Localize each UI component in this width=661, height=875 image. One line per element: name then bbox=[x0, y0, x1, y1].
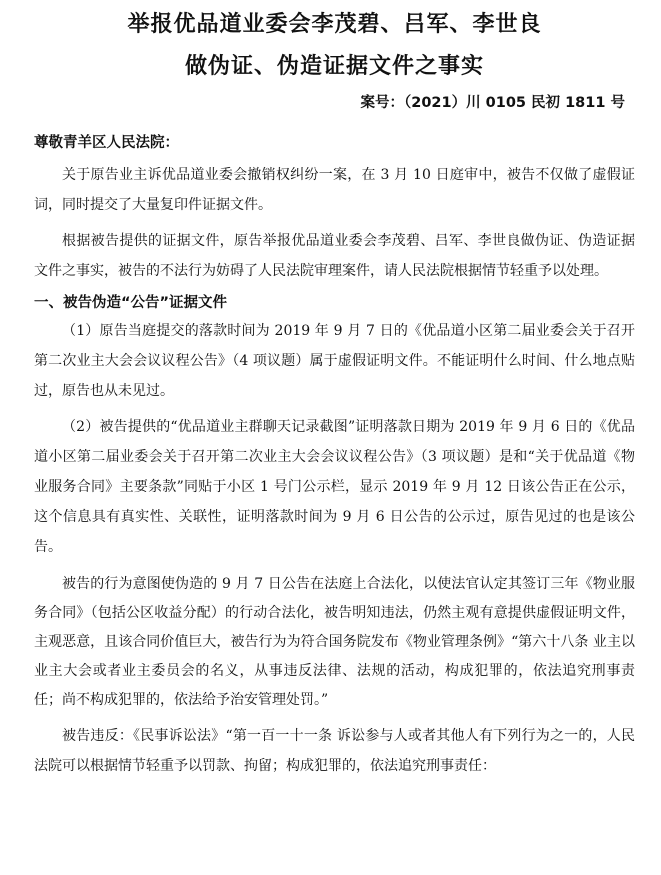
section-1-paragraph-2: （2）被告提供的“优品道业主群聊天记录截图”证明落款日期为 2019 年 9 月 6 日的《优品道小区第二届业委会关于召开第二次业主大会会议议程公告》（3 项议题）是和“关于优品道《物业服务合同》主要条款”同贴于小区 1 号门公示栏，显示 2019 年 9 月 12 日该公告正在公示，这个信息具有真实性、关联性，证明落款时间为 9 月 6 日公告的公示过，原告见过的也是该公告。 bbox=[34, 419, 635, 555]
document-title-line2: 做伪证、伪造证据文件之事实 bbox=[184, 54, 484, 79]
case-number: 案号：（2021）川 0105 民初 1811 号 bbox=[360, 95, 625, 111]
intro-paragraph-1: 关于原告业主诉优品道业委会撤销权纠纷一案，在 3 月 10 日庭审中，被告不仅做了虚假证词，同时提交了大量复印件证据文件。 bbox=[34, 167, 635, 213]
section-1-paragraph-3: 被告的行为意图使伪造的 9 月 7 日公告在法庭上合法化，以使法官认定其签订三年《物业服务合同》（包括公区收益分配）的行动合法化，被告明知违法，仍然主观有意提供虚假证明文件，主观恶意，且该合同价值巨大，被告行为为符合国务院发布《物业管理条例》“第六十八条 业主以业主大会或者业主委员会的名义，从事违反法律、法规的活动，构成犯罪的，依法追究刑事责任；尚不构成犯罪的，依法给予治安管理处罚。” bbox=[34, 576, 635, 708]
intro-paragraph-2: 根据被告提供的证据文件，原告举报优品道业委会李茂碧、吕军、李世良做伪证、伪造证据文件之事实，被告的不法行为妨碍了人民法院审理案件，请人民法院根据情节轻重予以处理。 bbox=[34, 233, 635, 279]
salutation: 尊敬青羊区人民法院： bbox=[34, 135, 179, 151]
section-1-heading: 一、被告伪造“公告”证据文件 bbox=[34, 295, 228, 311]
document-title-line1: 举报优品道业委会李茂碧、吕军、李世良 bbox=[127, 12, 542, 37]
section-1-paragraph-1: （1）原告当庭提交的落款时间为 2019 年 9 月 7 日的《优品道小区第二届业委会关于召开第二次业主大会会议议程公告》（4 项议题）属于虚假证明文件。不能证明什么时间、什么地点贴过，原告也从未见过。 bbox=[34, 323, 635, 399]
section-1-paragraph-4: 被告违反：《民事诉讼法》“第一百一十一条 诉讼参与人或者其他人有下列行为之一的，人民法院可以根据情节轻重予以罚款、拘留；构成犯罪的，依法追究刑事责任： bbox=[34, 728, 635, 774]
